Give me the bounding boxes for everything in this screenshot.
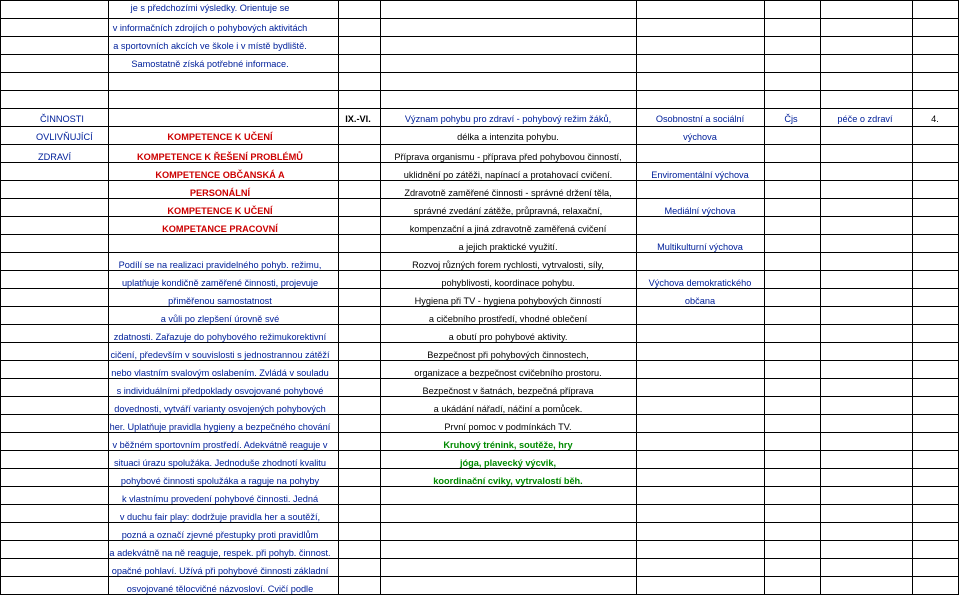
grid-cell bbox=[820, 234, 913, 253]
grid-cell bbox=[338, 162, 381, 181]
grid-cell bbox=[380, 558, 637, 577]
outcome-line: v běžném sportovním prostředí. Adekvátně reaguje v bbox=[112, 440, 328, 450]
competence: PERSONÁLNÍ bbox=[189, 188, 251, 198]
grid-cell bbox=[636, 342, 765, 361]
curriculum-line: a ukádání nářadí, náčiní a pomůcek. bbox=[433, 404, 583, 414]
grid-cell bbox=[338, 306, 381, 325]
outcome-line: a vůli po zlepšení úrovně své bbox=[160, 314, 280, 324]
grid-cell bbox=[338, 72, 381, 91]
grid-cell bbox=[338, 396, 381, 415]
curriculum-line: Hygiena při TV - hygiena pohybových činností bbox=[414, 296, 602, 306]
grid-cell bbox=[636, 396, 765, 415]
grid-cell bbox=[820, 522, 913, 541]
grid-cell bbox=[764, 144, 821, 163]
grid-cell bbox=[912, 252, 959, 271]
grid-cell bbox=[380, 72, 637, 91]
grid-cell bbox=[764, 576, 821, 595]
grid-cell bbox=[0, 54, 109, 73]
grid-cell bbox=[820, 378, 913, 397]
grid-cell bbox=[764, 252, 821, 271]
grid-cell bbox=[764, 378, 821, 397]
grid-cell bbox=[0, 270, 109, 289]
grid-cell bbox=[338, 486, 381, 505]
grid-cell bbox=[636, 414, 765, 433]
grid-cell bbox=[0, 234, 109, 253]
grid-cell bbox=[0, 36, 109, 55]
grid-cell bbox=[912, 72, 959, 91]
grid-cell bbox=[338, 504, 381, 523]
grid-cell bbox=[636, 252, 765, 271]
theme: Výchova demokratického bbox=[648, 278, 752, 288]
outcome-line: uplatňuje kondičně zaměřené činnosti, projevuje bbox=[121, 278, 319, 288]
grid-cell bbox=[820, 306, 913, 325]
grid-cell bbox=[820, 414, 913, 433]
grid-cell bbox=[338, 414, 381, 433]
grid-cell bbox=[338, 216, 381, 235]
top-line: Samostatně získá potřebné informace. bbox=[131, 59, 289, 69]
grid-cell bbox=[764, 216, 821, 235]
grid-cell bbox=[764, 306, 821, 325]
grid-cell bbox=[636, 144, 765, 163]
curriculum-line: organizace a bezpečnost cvičebního prostoru. bbox=[414, 368, 602, 378]
curriculum-line: a cičebního prostředí, vhodné oblečení bbox=[428, 314, 588, 324]
curriculum-line: Bezpečnost v šatnách, bezpečná příprava bbox=[422, 386, 594, 396]
outcome-line: k vlastnímu provedení pohybové činnosti. Jedná bbox=[121, 494, 319, 504]
grid-cell bbox=[912, 162, 959, 181]
grid-cell bbox=[0, 288, 109, 307]
grid-cell bbox=[912, 558, 959, 577]
grid-cell bbox=[0, 252, 109, 271]
grid-cell bbox=[0, 324, 109, 343]
outcome-line: v duchu fair play: dodržuje pravidla her a soutěží, bbox=[119, 512, 321, 522]
grid-cell bbox=[338, 432, 381, 451]
grid-cell bbox=[0, 468, 109, 487]
grid-cell bbox=[764, 162, 821, 181]
grid-cell bbox=[636, 468, 765, 487]
curriculum-line: První pomoc v podmínkách TV. bbox=[444, 422, 572, 432]
grid-cell bbox=[636, 54, 765, 73]
theme: výchova bbox=[683, 132, 717, 142]
grid-cell bbox=[820, 36, 913, 55]
grid-cell bbox=[912, 432, 959, 451]
grid-cell bbox=[338, 576, 381, 595]
theme: Enviromentální výchova bbox=[651, 170, 749, 180]
grid-cell bbox=[108, 90, 339, 109]
grid-cell bbox=[0, 162, 109, 181]
grid-cell bbox=[0, 486, 109, 505]
grid-cell bbox=[636, 18, 765, 37]
grid-cell bbox=[0, 90, 109, 109]
grid-cell bbox=[764, 0, 821, 19]
grid-cell bbox=[820, 180, 913, 199]
grid-cell bbox=[820, 396, 913, 415]
grid-cell bbox=[338, 252, 381, 271]
grid-cell bbox=[338, 378, 381, 397]
grid-cell bbox=[764, 522, 821, 541]
grid-cell bbox=[108, 72, 339, 91]
grid-cell bbox=[636, 576, 765, 595]
grid-cell bbox=[764, 270, 821, 289]
top-line: je s předchozími výsledky. Orientuje se bbox=[130, 3, 290, 13]
grid-cell bbox=[912, 216, 959, 235]
grid-cell bbox=[338, 198, 381, 217]
outcome-line: zdatnosti. Zařazuje do pohybového režimukorektivní bbox=[113, 332, 327, 342]
grid-cell bbox=[0, 522, 109, 541]
grid-cell bbox=[764, 54, 821, 73]
grid-cell bbox=[636, 378, 765, 397]
top-line: v informačních zdrojích o pohybových aktivitách bbox=[112, 23, 308, 33]
grid-cell bbox=[912, 576, 959, 595]
grid-cell bbox=[636, 324, 765, 343]
grid-cell bbox=[0, 180, 109, 199]
grid-cell bbox=[338, 468, 381, 487]
grid-cell bbox=[380, 540, 637, 559]
grid-cell bbox=[820, 558, 913, 577]
grid-cell bbox=[338, 342, 381, 361]
theme: Mediální výchova bbox=[664, 206, 736, 216]
curriculum-line: Rozvoj různých forem rychlosti, vytrvalosti, síly, bbox=[412, 260, 604, 270]
curriculum-line: pohyblivosti, koordinace pohybu. bbox=[441, 278, 575, 288]
grid-cell bbox=[912, 18, 959, 37]
grid-cell bbox=[764, 36, 821, 55]
grid-cell bbox=[0, 378, 109, 397]
grid-cell bbox=[820, 162, 913, 181]
grid-cell bbox=[820, 450, 913, 469]
curriculum-line: délka a intenzita pohybu. bbox=[457, 132, 559, 142]
theme: Multikulturní výchova bbox=[657, 242, 743, 252]
grid-cell bbox=[764, 432, 821, 451]
outcome-line: her. Uplatňuje pravidla hygieny a bezpečného chování bbox=[109, 422, 331, 432]
grid-cell bbox=[380, 486, 637, 505]
grid-cell bbox=[764, 72, 821, 91]
curriculum-line: a obutí pro pohybové aktivity. bbox=[448, 332, 568, 342]
grid-cell bbox=[820, 72, 913, 91]
outcome-line: a adekvátně na ně reaguje, respek. při pohyb. činnost. bbox=[109, 548, 331, 558]
grade: 4. bbox=[931, 114, 939, 124]
grid-cell bbox=[764, 324, 821, 343]
grid-cell bbox=[912, 468, 959, 487]
outcome-line: dovednosti, vytváří varianty osvojených pohybových bbox=[114, 404, 326, 414]
grid-cell bbox=[0, 540, 109, 559]
grid-cell bbox=[820, 342, 913, 361]
grid-cell bbox=[0, 504, 109, 523]
grid-cell bbox=[912, 270, 959, 289]
grid-cell bbox=[764, 486, 821, 505]
grid-cell bbox=[912, 288, 959, 307]
grid-cell bbox=[636, 216, 765, 235]
grid-cell bbox=[636, 306, 765, 325]
grid-cell bbox=[338, 126, 381, 145]
grid-cell bbox=[636, 180, 765, 199]
grid-cell bbox=[764, 558, 821, 577]
grid-cell bbox=[636, 522, 765, 541]
grid-cell bbox=[380, 504, 637, 523]
outcome-line: nebo vlastním svalovým oslabením. Zvládá v souladu bbox=[111, 368, 329, 378]
grid-cell bbox=[912, 144, 959, 163]
grid-cell bbox=[636, 432, 765, 451]
grid-cell bbox=[820, 324, 913, 343]
outcome-line: Podílí se na realizaci pravidelného pohyb. režimu, bbox=[118, 260, 322, 270]
grid-cell bbox=[0, 198, 109, 217]
grid-cell bbox=[0, 558, 109, 577]
grid-cell bbox=[764, 504, 821, 523]
grid-cell bbox=[820, 486, 913, 505]
grid-cell bbox=[338, 0, 381, 19]
grid-cell bbox=[0, 306, 109, 325]
grid-cell bbox=[820, 540, 913, 559]
grid-cell bbox=[820, 288, 913, 307]
curriculum-highlight: jóga, plavecký výcvik, bbox=[459, 458, 557, 468]
grid-cell bbox=[912, 180, 959, 199]
competence: KOMPETENCE K UČENÍ bbox=[167, 132, 273, 142]
grid-cell bbox=[380, 36, 637, 55]
outcome-line: osvojované tělocvičné názvosloví. Cvičí podle bbox=[126, 584, 314, 594]
grid-cell bbox=[764, 198, 821, 217]
grid-cell bbox=[380, 54, 637, 73]
top-line: a sportovních akcích ve škole i v místě bydliště. bbox=[113, 41, 307, 51]
grid-cell bbox=[764, 288, 821, 307]
grid-cell bbox=[338, 360, 381, 379]
competence: KOMPETENCE K UČENÍ bbox=[167, 206, 273, 216]
grid-cell bbox=[820, 18, 913, 37]
competence: KOMPETENCE K ŘEŠENÍ PROBLÉMŮ bbox=[137, 152, 303, 162]
grid-cell bbox=[0, 432, 109, 451]
grid-cell bbox=[912, 324, 959, 343]
outcome-line: přiměřenou samostatnost bbox=[168, 296, 272, 306]
grid-cell bbox=[636, 486, 765, 505]
grid-cell bbox=[0, 414, 109, 433]
grid-cell bbox=[820, 468, 913, 487]
grid-cell bbox=[912, 378, 959, 397]
grid-cell bbox=[338, 144, 381, 163]
grid-cell bbox=[820, 126, 913, 145]
grid-cell bbox=[820, 252, 913, 271]
grid-cell bbox=[820, 576, 913, 595]
grid-cell bbox=[380, 576, 637, 595]
outcome-line: situaci úrazu spolužáka. Jednoduše zhodnotí kvalitu bbox=[114, 458, 326, 468]
grid-cell bbox=[338, 540, 381, 559]
col1-label: ZDRAVÍ bbox=[38, 152, 72, 162]
grid-cell bbox=[764, 180, 821, 199]
curriculum-line: Zdravotně zaměřené činnosti - správné držení těla, bbox=[404, 188, 612, 198]
grid-cell bbox=[820, 144, 913, 163]
outcome-line: opačné pohlaví. Užívá při pohybové činnosti základní bbox=[111, 566, 329, 576]
grid-cell bbox=[108, 234, 339, 253]
curriculum-line: uklidnění po zátěži, napínací a protahovací cvičení. bbox=[403, 170, 613, 180]
curriculum-line: Příprava organismu - příprava před pohybovou činností, bbox=[394, 152, 622, 162]
theme: občana bbox=[684, 296, 716, 306]
grid-cell bbox=[820, 198, 913, 217]
grid-cell bbox=[820, 0, 913, 19]
grid-cell bbox=[912, 522, 959, 541]
grid-cell bbox=[380, 0, 637, 19]
grid-cell bbox=[912, 234, 959, 253]
outcome-line: pozná a označí zjevné přestupky proti pravidlům bbox=[121, 530, 319, 540]
grid-cell bbox=[912, 36, 959, 55]
grid-cell bbox=[912, 414, 959, 433]
grid-cell bbox=[636, 540, 765, 559]
grid-cell bbox=[0, 360, 109, 379]
grid-cell bbox=[912, 0, 959, 19]
topic: Význam pohybu pro zdraví - pohybový režim žáků, bbox=[404, 114, 612, 124]
grid-cell bbox=[636, 558, 765, 577]
grid-cell bbox=[764, 468, 821, 487]
grid-cell bbox=[912, 504, 959, 523]
period: IX.-VI. bbox=[345, 114, 371, 124]
grid-cell bbox=[338, 522, 381, 541]
grid-cell bbox=[338, 324, 381, 343]
grid-cell bbox=[338, 180, 381, 199]
curriculum-line: a jejich praktické využití. bbox=[458, 242, 558, 252]
grid-cell bbox=[636, 504, 765, 523]
grid-cell bbox=[338, 270, 381, 289]
competence: KOMPETANCE PRACOVNÍ bbox=[162, 224, 278, 234]
grid-cell bbox=[338, 54, 381, 73]
grid-cell bbox=[820, 90, 913, 109]
curriculum-line: kompenzační a jiná zdravotně zaměřená cvičení bbox=[409, 224, 607, 234]
grid-cell bbox=[764, 126, 821, 145]
grid-cell bbox=[108, 108, 339, 127]
grid-cell bbox=[0, 342, 109, 361]
grid-cell bbox=[764, 234, 821, 253]
grid-cell bbox=[338, 18, 381, 37]
grid-cell bbox=[0, 576, 109, 595]
grid-cell bbox=[338, 450, 381, 469]
grid-cell bbox=[380, 522, 637, 541]
grid-cell bbox=[820, 432, 913, 451]
cjs: Čjs bbox=[784, 114, 798, 124]
grid-cell bbox=[764, 540, 821, 559]
competence: KOMPETENCE OBČANSKÁ A bbox=[155, 170, 285, 180]
care: péče o zdraví bbox=[837, 114, 893, 124]
grid-cell bbox=[636, 0, 765, 19]
outcome-line: pohybové činnosti spolužáka a raguje na pohyby bbox=[120, 476, 320, 486]
grid-cell bbox=[820, 270, 913, 289]
grid-cell bbox=[912, 342, 959, 361]
grid-cell bbox=[820, 216, 913, 235]
curriculum-highlight: Kruhový trénink, soutěže, hry bbox=[443, 440, 573, 450]
grid-cell bbox=[0, 0, 109, 19]
grid-cell bbox=[636, 450, 765, 469]
grid-cell bbox=[912, 540, 959, 559]
grid-cell bbox=[338, 558, 381, 577]
grid-cell bbox=[820, 360, 913, 379]
col1-label: OVLIVŇUJÍCÍ bbox=[36, 132, 93, 142]
grid-cell bbox=[764, 342, 821, 361]
grid-cell bbox=[338, 36, 381, 55]
grid-cell bbox=[912, 54, 959, 73]
grid-cell bbox=[912, 360, 959, 379]
grid-cell bbox=[636, 36, 765, 55]
grid-cell bbox=[0, 396, 109, 415]
grid-cell bbox=[338, 90, 381, 109]
grid-cell bbox=[912, 198, 959, 217]
grid-cell bbox=[0, 450, 109, 469]
grid-cell bbox=[0, 72, 109, 91]
grid-cell bbox=[912, 486, 959, 505]
grid-cell bbox=[912, 90, 959, 109]
outcome-line: cičení, především v souvislosti s jednostrannou zátěží bbox=[110, 350, 330, 360]
grid-cell bbox=[764, 450, 821, 469]
grid-cell bbox=[820, 504, 913, 523]
grid-cell bbox=[820, 54, 913, 73]
grid-cell bbox=[912, 126, 959, 145]
grid-cell bbox=[764, 360, 821, 379]
grid-cell bbox=[380, 18, 637, 37]
grid-cell bbox=[764, 90, 821, 109]
outcome-line: s individuálními předpoklady osvojované pohybové bbox=[116, 386, 324, 396]
grid-cell bbox=[636, 360, 765, 379]
grid-cell bbox=[0, 18, 109, 37]
grid-cell bbox=[764, 396, 821, 415]
cross-area: Osobnostní a sociální bbox=[655, 114, 745, 124]
grid-cell bbox=[764, 414, 821, 433]
curriculum-line: správné zvedání zátěže, průpravná, relaxační, bbox=[413, 206, 603, 216]
grid-cell bbox=[0, 216, 109, 235]
curriculum-highlight: koordinační cviky, vytrvalostí běh. bbox=[433, 476, 583, 486]
grid-cell bbox=[338, 288, 381, 307]
grid-cell bbox=[338, 234, 381, 253]
grid-cell bbox=[912, 396, 959, 415]
grid-cell bbox=[764, 18, 821, 37]
grid-cell bbox=[912, 450, 959, 469]
grid-cell bbox=[636, 72, 765, 91]
grid-cell bbox=[380, 90, 637, 109]
curriculum-line: Bezpečnost při pohybových činnostech, bbox=[427, 350, 589, 360]
col1-label: ČINNOSTI bbox=[40, 114, 84, 124]
grid-cell bbox=[912, 306, 959, 325]
grid-cell bbox=[636, 90, 765, 109]
